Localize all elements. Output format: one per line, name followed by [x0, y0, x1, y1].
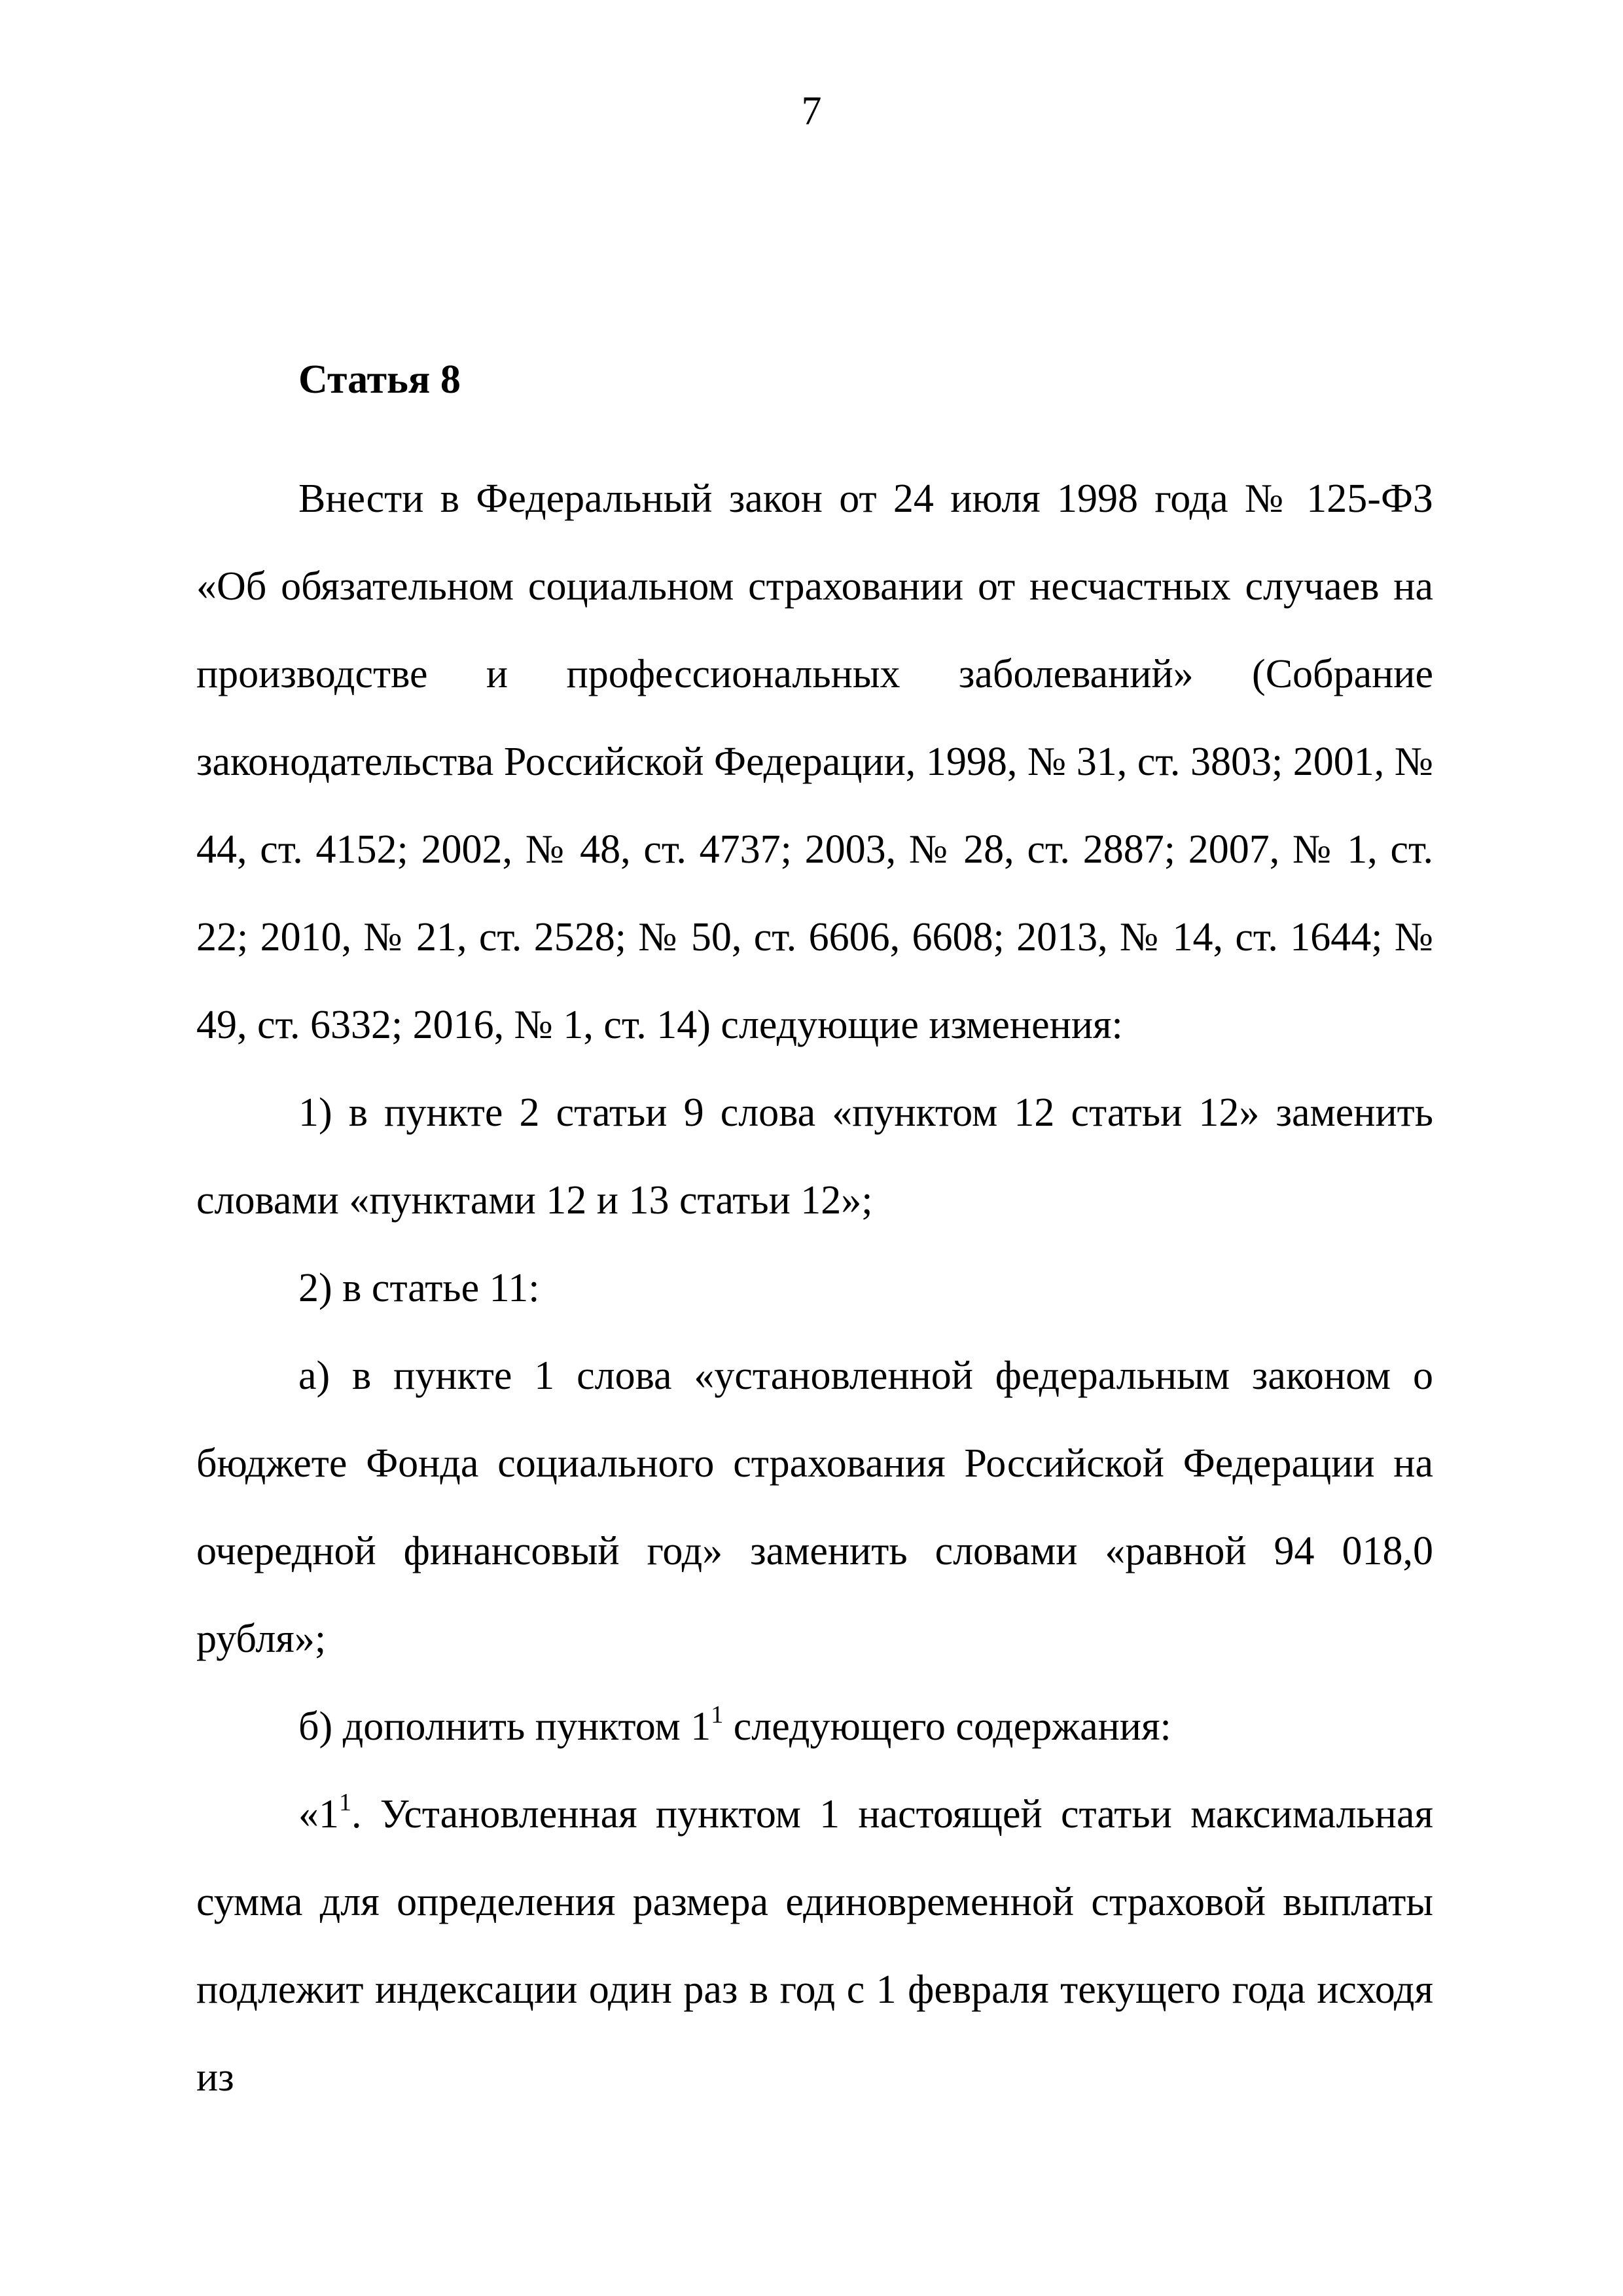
point-number: «1	[298, 1792, 339, 1837]
article-intro-paragraph: Внести в Федеральный закон от 24 июля 1998 года № 125-ФЗ «Об обязательном социальном страховании от несчастных случаев на производстве и профессиональных заболеваний» (Собрание законодательства Российской Федерации, 1998, № 31, ст. 3803; 2001, № 44, ст. 4152; 2002, № 48, ст. 4737; 2003, № 28, ст. 2887; 2007, № 1, ст. 22; 2010, № 21, ст. 2528; № 50, ст. 6606, 6608; 2013, № 14, ст. 1644; № 49, ст. 6332; 2016, № 1, ст. 14) следующие изменения:	[196, 476, 1433, 1047]
point-superscript: 1	[339, 1789, 351, 1816]
amendment-item-1: 1) в пункте 2 статьи 9 слова «пунктом 12 статьи 12» заменить словами «пунктами 12 и 13 статьи 12»;	[196, 1090, 1433, 1223]
new-point-1-1-text	[196, 1770, 1433, 2121]
amendment-item-2b	[196, 1683, 1433, 1770]
document-body	[196, 350, 1433, 2121]
item-2b-superscript: 1	[711, 1701, 724, 1729]
page-number: 7	[801, 89, 822, 134]
article-heading: Статья 8	[298, 357, 461, 402]
item-2b-text-end: следующего содержания:	[723, 1704, 1171, 1749]
amendment-item-2: 2) в статье 11:	[298, 1266, 540, 1310]
point-body: . Установленная пунктом 1 настоящей статьи максимальная сумма для определения размера единовременной страховой выплаты подлежит индексации один раз в год с 1 февраля текущего года исходя из	[196, 1792, 1433, 2100]
item-2b-text-start: б) дополнить пунктом 1	[298, 1704, 711, 1749]
amendment-item-2a: а) в пункте 1 слова «установленной федеральным законом о бюджете Фонда социального страхования Российской Федерации на очередной финансовый год» заменить словами «равной 94 018,0 рубля»;	[196, 1354, 1433, 1661]
